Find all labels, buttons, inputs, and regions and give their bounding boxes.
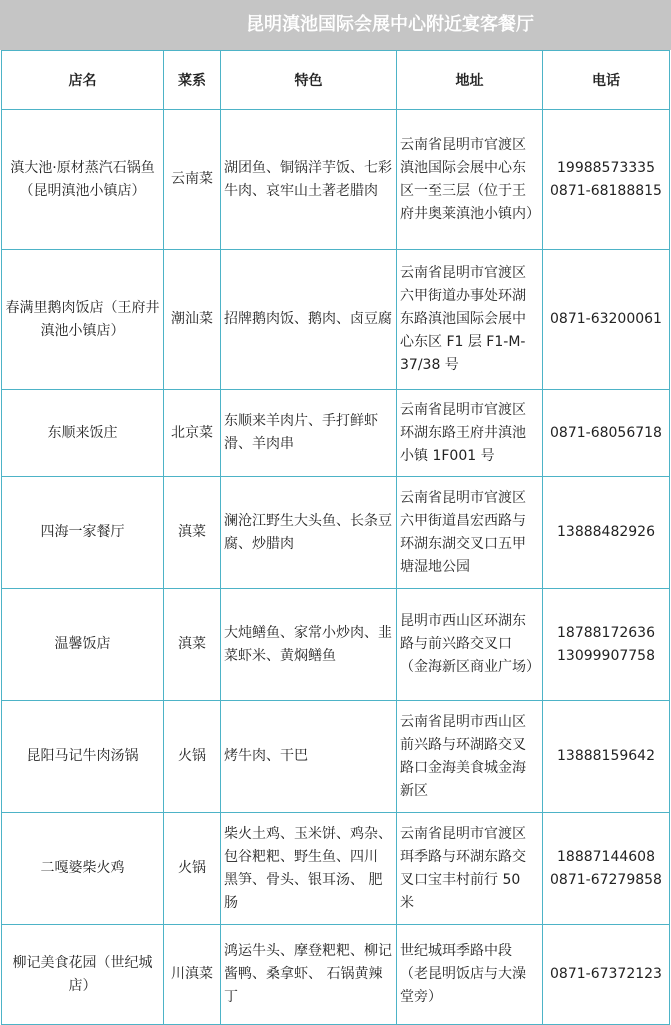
restaurant-feature: 招牌鹅肉饭、鹅肉、卤豆腐 <box>221 250 397 390</box>
restaurant-feature: 澜沧江野生大头鱼、长条豆腐、炒腊肉 <box>221 477 397 589</box>
restaurant-name: 四海一家餐厅 <box>2 477 164 589</box>
table-row <box>2 701 670 813</box>
restaurant-address: 云南省昆明市官渡区六甲街道办事处环湖东路滇池国际会展中心东区 F1 层 F1-M-37/38 号 <box>397 250 543 390</box>
restaurant-cuisine: 滇菜 <box>164 589 221 701</box>
column-header-phone: 电话 <box>543 51 670 110</box>
restaurant-cuisine: 滇菜 <box>164 477 221 589</box>
restaurant-address: 世纪城珥季路中段（老昆明饭店与大澡堂旁） <box>397 925 543 1025</box>
restaurant-cuisine: 川滇菜 <box>164 925 221 1025</box>
restaurant-address: 云南省昆明市西山区前兴路与环湖路交叉路口金海美食城金海新区 <box>397 701 543 813</box>
table-row <box>2 589 670 701</box>
restaurant-feature: 湖团鱼、铜锅洋芋饭、七彩牛肉、哀牢山土著老腊肉 <box>221 110 397 250</box>
column-header-name: 店名 <box>2 51 164 110</box>
column-header-cuisine: 菜系 <box>164 51 221 110</box>
restaurant-cuisine: 火锅 <box>164 701 221 813</box>
restaurant-address: 云南省昆明市官渡区环湖东路王府井滇池小镇 1F001 号 <box>397 390 543 477</box>
page-title-banner <box>0 0 671 50</box>
restaurant-feature: 东顺来羊肉片、手打鲜虾滑、羊肉串 <box>221 390 397 477</box>
restaurant-phone: 13888159642 <box>543 701 670 813</box>
restaurant-feature: 烤牛肉、干巴 <box>221 701 397 813</box>
restaurant-name: 温馨饭店 <box>2 589 164 701</box>
restaurant-address: 昆明市西山区环湖东路与前兴路交叉口（金海新区商业广场） <box>397 589 543 701</box>
column-header-address: 地址 <box>397 51 543 110</box>
restaurant-name: 东顺来饭庄 <box>2 390 164 477</box>
restaurant-cuisine: 潮汕菜 <box>164 250 221 390</box>
restaurant-feature: 鸿运牛头、摩登粑粑、柳记酱鸭、桑拿虾、 石锅黄辣丁 <box>221 925 397 1025</box>
restaurant-phone: 0871-63200061 <box>543 250 670 390</box>
restaurant-table <box>1 50 670 1025</box>
table-header-row <box>2 51 670 110</box>
restaurant-cuisine: 北京菜 <box>164 390 221 477</box>
restaurant-feature: 大炖鳝鱼、家常小炒肉、韭菜虾米、黄焖鳝鱼 <box>221 589 397 701</box>
restaurant-name: 二嘎婆柴火鸡 <box>2 813 164 925</box>
restaurant-name: 滇大池·原材蒸汽石锅鱼（昆明滇池小镇店） <box>2 110 164 250</box>
table-row <box>2 390 670 477</box>
restaurant-cuisine: 火锅 <box>164 813 221 925</box>
restaurant-phone: 19988573335 0871-68188815 <box>543 110 670 250</box>
table-row <box>2 250 670 390</box>
restaurant-cuisine: 云南菜 <box>164 110 221 250</box>
restaurant-name: 春满里鹅肉饭店（王府井滇池小镇店） <box>2 250 164 390</box>
restaurant-phone: 18788172636 13099907758 <box>543 589 670 701</box>
restaurant-address: 云南省昆明市官渡区滇池国际会展中心东区一至三层（位于王府井奥莱滇池小镇内） <box>397 110 543 250</box>
restaurant-phone: 18887144608 0871-67279858 <box>543 813 670 925</box>
restaurant-address: 云南省昆明市官渡区珥季路与环湖东路交叉口宝丰村前行 50 米 <box>397 813 543 925</box>
restaurant-name: 昆阳马记牛肉汤锅 <box>2 701 164 813</box>
table-row <box>2 477 670 589</box>
column-header-feature: 特色 <box>221 51 397 110</box>
table-row <box>2 110 670 250</box>
restaurant-address: 云南省昆明市官渡区六甲街道昌宏西路与环湖东湖交叉口五甲塘湿地公园 <box>397 477 543 589</box>
table-row <box>2 925 670 1025</box>
table-row <box>2 813 670 925</box>
restaurant-name: 柳记美食花园（世纪城店） <box>2 925 164 1025</box>
restaurant-phone: 0871-67372123 <box>543 925 670 1025</box>
page-title: 昆明滇池国际会展中心附近宴客餐厅 <box>246 14 534 35</box>
restaurant-phone: 13888482926 <box>543 477 670 589</box>
restaurant-feature: 柴火土鸡、玉米饼、鸡杂、包谷粑粑、野生鱼、四川 黑笋、骨头、银耳汤、 肥肠 <box>221 813 397 925</box>
restaurant-phone: 0871-68056718 <box>543 390 670 477</box>
